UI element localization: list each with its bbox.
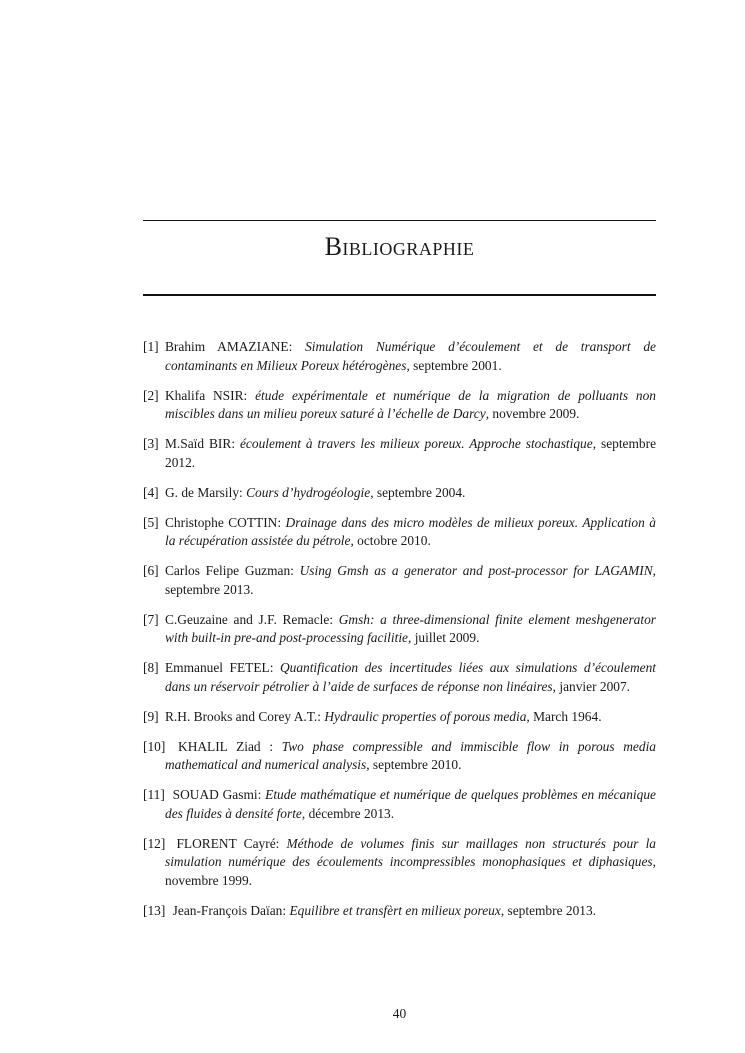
reference-title: Cours d’hydrogéologie [246,484,371,500]
reference-author: Brahim AMAZIANE: [165,339,293,354]
reference-label: [1] [143,339,159,354]
reference-details: , janvier 2007. [552,678,631,694]
reference-details: , novembre 1999. [165,854,656,888]
reference-label: [12] [143,835,166,851]
reference-details: , septembre 2012. [165,436,657,470]
chapter-title: Bibliographie [324,232,475,261]
reference-title: écoulement à travers les milieux poreux. Approche stochastique [239,436,593,451]
reference-author: G. de Marsily: [165,484,243,500]
bibliography-entry [143,387,656,424]
reference-author: Khalifa NSIR: [165,387,248,403]
reference-author: Christophe COTTIN: [165,514,282,530]
reference-author: KHALIL Ziad : [178,738,274,754]
reference-title: Gmsh: a three-dimensional finite element meshgenerator with built-in pre-and post-processing facilitie [165,611,656,645]
reference-details: , juillet 2009. [408,630,480,645]
reference-title: Hydraulic properties of porous media [324,708,527,724]
reference-author: Carlos Felipe Guzman: [165,563,294,578]
bibliography-entry [143,835,656,891]
reference-details: , septembre 2010. [366,757,462,772]
reference-label: [4] [143,484,159,500]
reference-title: Equilibre et transfèrt en milieux poreux [289,902,501,918]
bibliography-entry [143,786,656,823]
reference-author: Emmanuel FETEL: [165,660,274,675]
bibliography-entry [143,435,656,472]
bibliography-entry [143,611,656,648]
reference-label: [6] [143,563,159,578]
bibliography-entry [143,484,656,503]
reference-title: Using Gmsh as a generator and post-processor for LAGAMIN [299,563,653,578]
reference-label: [3] [143,436,159,451]
reference-author: Jean-François Daïan: [172,902,287,918]
reference-details: , March 1964. [526,708,602,724]
bibliography-list [143,338,656,932]
bibliography-entry [143,708,656,727]
reference-label: [7] [143,611,159,627]
reference-author: SOUAD Gasmi: [172,787,262,802]
bibliography-entry [143,562,656,599]
chapter-bottom-rule [143,294,656,296]
reference-title: Etude mathématique et numérique de quelques problèmes en mécanique des fluides à densité forte [165,787,656,821]
reference-label: [11] [143,787,165,802]
reference-details: , octobre 2010. [350,533,431,548]
reference-title: Drainage dans des micro modèles de milieux poreux. Application à la récupération assistée du pétrole [165,514,656,548]
bibliography-entry [143,738,656,775]
reference-details: , septembre 2013. [165,563,656,597]
reference-label: [2] [143,387,159,403]
reference-title: Simulation Numérique d’écoulement et de transport de contaminants en Milieux Poreux hétérogènes [165,339,656,373]
reference-details: , septembre 2013. [500,902,597,918]
chapter-top-rule [143,220,656,221]
page-number: 40 [392,1006,407,1021]
bibliography-entry [143,902,656,921]
reference-label: [13] [143,902,166,918]
reference-author: C.Geuzaine and J.F. Remacle: [165,611,334,627]
reference-details: , septembre 2001. [406,357,502,373]
bibliography-entry [143,659,656,696]
reference-label: [5] [143,514,159,530]
bibliography-entry [143,338,656,375]
reference-label: [10] [143,738,166,754]
bibliography-entry [143,514,656,551]
reference-title: Méthode de volumes finis sur maillages non structurés pour la simulation numérique des écoulements incompressibles monophasiques et diphasiques [165,835,656,869]
reference-author: R.H. Brooks and Corey A.T.: [165,708,321,724]
reference-details: , décembre 2013. [301,805,395,821]
reference-author: M.Saïd BIR: [165,436,236,451]
reference-details: , septembre 2004. [370,484,466,500]
reference-title: Quantification des incertitudes liées aux simulations d’écoulement dans un réservoir pétrolier à l’aide de surfaces de réponse non linéaires [165,660,656,694]
reference-title: Two phase compressible and immiscible flow in porous media mathematical and numerical analysis [165,738,656,772]
reference-label: [8] [143,660,159,675]
reference-author: FLORENT Cayré: [176,835,280,851]
reference-title: étude expérimentale et numérique de la migration de polluants non miscibles dans un milieu poreux saturé à l’échelle de Darcy [165,387,656,421]
reference-details: , novembre 2009. [485,406,580,421]
reference-label: [9] [143,708,159,724]
